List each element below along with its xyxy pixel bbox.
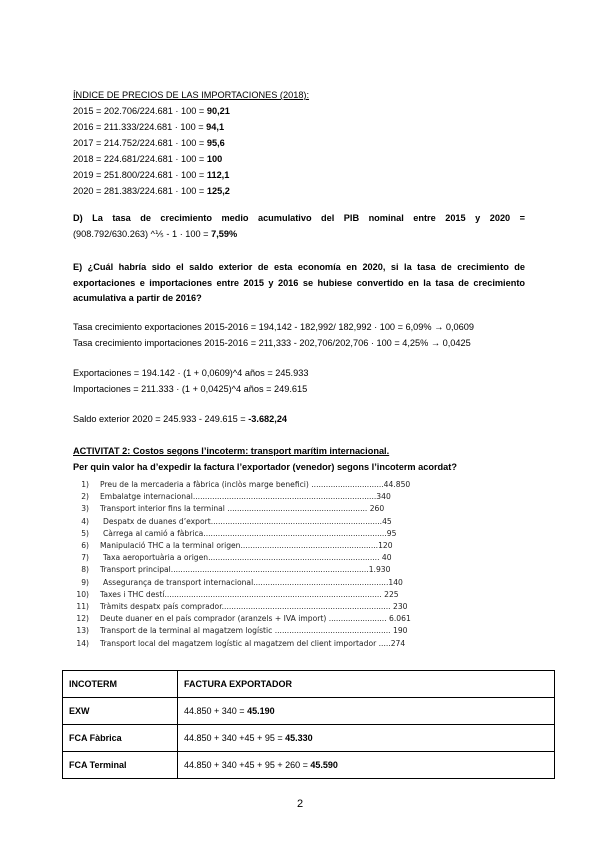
balance-calc: Saldo exterior 2020 = 245.933 - 249.615 = -3.682,24 [73, 414, 288, 424]
index-result: 95,6 [206, 138, 225, 148]
incoterm-table [62, 670, 555, 779]
incoterm-cell: FCA Terminal [63, 752, 178, 779]
table-row [63, 752, 555, 779]
index-expr: 2018 = 224.681/224.681 · 100 = [73, 154, 207, 164]
section-d [73, 211, 525, 242]
section-e-question: E) ¿Cuál habría sido el saldo exterior de esta economía en 2020, si la tasa de crecimiento de exportaciones e importaciones entre 2015 y 2016 se hubiese convertido en la tasa de crecimiento acumulativa a partir de 2016? [73, 262, 525, 303]
imports-calc: Importaciones = 211.333 · (1 + 0,0425)^4 años = 249.615 [73, 384, 308, 394]
index-result: 125,2 [206, 186, 230, 196]
index-result: 94,1 [206, 122, 225, 132]
index-result: 90,21 [206, 106, 230, 116]
table-row [63, 698, 555, 725]
exports-calc: Exportaciones = 194.142 · (1 + 0,0609)^4 años = 245.933 [73, 368, 309, 378]
index-expr: 2015 = 202.706/224.681 · 100 = [73, 106, 207, 116]
section-d-question: D) La tasa de crecimiento medio acumulativo del PIB nominal entre 2015 y 2020 = [73, 213, 526, 223]
index-result: 100 [206, 154, 223, 164]
index-row [73, 186, 230, 196]
incoterm-cell: FCA Fàbrica [63, 725, 178, 752]
table-row [63, 725, 555, 752]
activity-question: Per quin valor ha d’expedir la factura l’exportador (venedor) segons l’incoterm acordat? [73, 462, 457, 472]
index-row [73, 138, 225, 148]
index-expr: 2017 = 214.752/224.681 · 100 = [73, 138, 207, 148]
index-row [73, 122, 224, 132]
index-row [73, 154, 222, 164]
table-header-row [63, 671, 555, 698]
invoice-cell: 44.850 + 340 +45 + 95 + 260 = 45.590 [178, 752, 555, 779]
page-number: 2 [296, 798, 304, 810]
index-expr: 2016 = 211.333/224.681 · 100 = [73, 122, 207, 132]
index-row [73, 106, 230, 116]
index-expr: 2020 = 281.383/224.681 · 100 = [73, 186, 207, 196]
rate-imports: Tasa crecimiento importaciones 2015-2016 = 211,333 - 202,706/202,706 · 100 = 4,25% → 0,0425 [73, 338, 471, 348]
invoice-cell: 44.850 + 340 = 45.190 [178, 698, 555, 725]
incoterm-cell: EXW [63, 698, 178, 725]
column-header-invoice: FACTURA EXPORTADOR [178, 671, 555, 698]
index-expr: 2019 = 251.800/224.681 · 100 = [73, 170, 207, 180]
invoice-cell: 44.850 + 340 +45 + 95 = 45.330 [178, 725, 555, 752]
section-d-formula: (908.792/630.263) ^⅕ - 1 · 100 = 7,59% [73, 228, 238, 239]
rate-exports: Tasa crecimiento exportaciones 2015-2016 = 194,142 - 182,992/ 182,992 · 100 = 6,09% → 0,0609 [73, 322, 474, 332]
index-row [73, 170, 229, 180]
column-header-incoterm: INCOTERM [63, 671, 178, 698]
activity-title: ACTIVITAT 2: Costos segons l’incoterm: transport marítim internacional. [73, 446, 390, 456]
index-result: 112,1 [206, 170, 230, 180]
index-title: ÍNDICE DE PRECIOS DE LAS IMPORTACIONES (2018): [73, 90, 310, 100]
